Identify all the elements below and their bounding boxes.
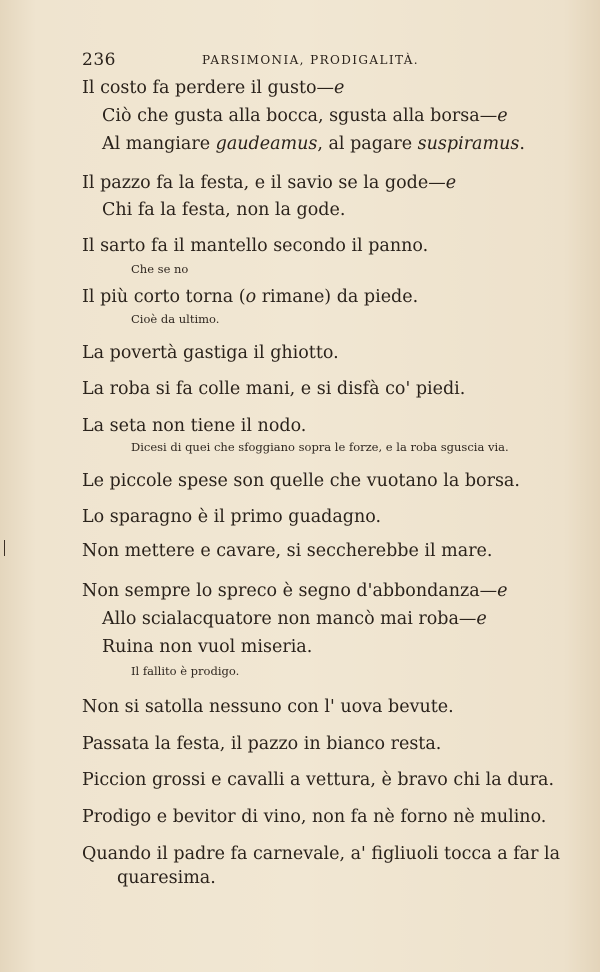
proverb-line: Passata la festa, il pazzo in bianco resta. (82, 734, 442, 754)
proverb-line: Il costo fa perdere il gusto—e (82, 78, 345, 98)
proverb-line: Ruina non vuol miseria. (102, 637, 313, 657)
proverb-note: Dicesi di quei che sfoggiano sopra le forze, e la roba sguscia via. (131, 440, 509, 454)
proverb-line: Al mangiare gaudeamus, al pagare suspiramus. (102, 134, 525, 154)
proverb-line: Non si satolla nessuno con l' uova bevute. (82, 697, 454, 717)
proverb-line: Il più corto torna (o rimane) da piede. (82, 287, 419, 307)
page-header (82, 50, 530, 72)
margin-mark (4, 540, 5, 556)
proverb-line: Prodigo e bevitor di vino, non fa nè forno nè mulino. (82, 807, 547, 827)
proverb-note: Che se no (131, 262, 189, 276)
proverb-note: Cioè da ultimo. (131, 312, 220, 326)
running-title: PARSIMONIA, PRODIGALITÀ. (202, 53, 419, 67)
proverb-line: Lo sparagno è il primo guadagno. (82, 507, 382, 527)
proverb-line: Il sarto fa il mantello secondo il panno. (82, 236, 429, 256)
proverb-line: Chi fa la festa, non la gode. (102, 200, 346, 220)
proverb-note: Il fallito è prodigo. (131, 664, 240, 678)
proverb-line: Non mettere e cavare, si seccherebbe il mare. (82, 541, 493, 561)
proverb-line: La povertà gastiga il ghiotto. (82, 343, 339, 363)
proverb-line: Non sempre lo spreco è segno d'abbondanza—e (82, 581, 508, 601)
proverb-line: Il pazzo fa la festa, e il savio se la gode—e (82, 173, 457, 193)
proverb-line: Allo scialacquatore non mancò mai roba—e (102, 609, 487, 629)
page-number: 236 (82, 50, 116, 70)
proverb-line: Piccion grossi e cavalli a vettura, è bravo chi la dura. (82, 770, 555, 790)
proverb-line: La seta non tiene il nodo. (82, 416, 307, 436)
proverb-line: Ciò che gusta alla bocca, sgusta alla borsa—e (102, 106, 508, 126)
proverb-line: Quando il padre fa carnevale, a' figliuoli tocca a far la (82, 844, 561, 864)
proverb-line: La roba si fa colle mani, e si disfà co' piedi. (82, 379, 466, 399)
proverb-line: Le piccole spese son quelle che vuotano la borsa. (82, 471, 520, 491)
proverb-line: quaresima. (117, 868, 216, 888)
